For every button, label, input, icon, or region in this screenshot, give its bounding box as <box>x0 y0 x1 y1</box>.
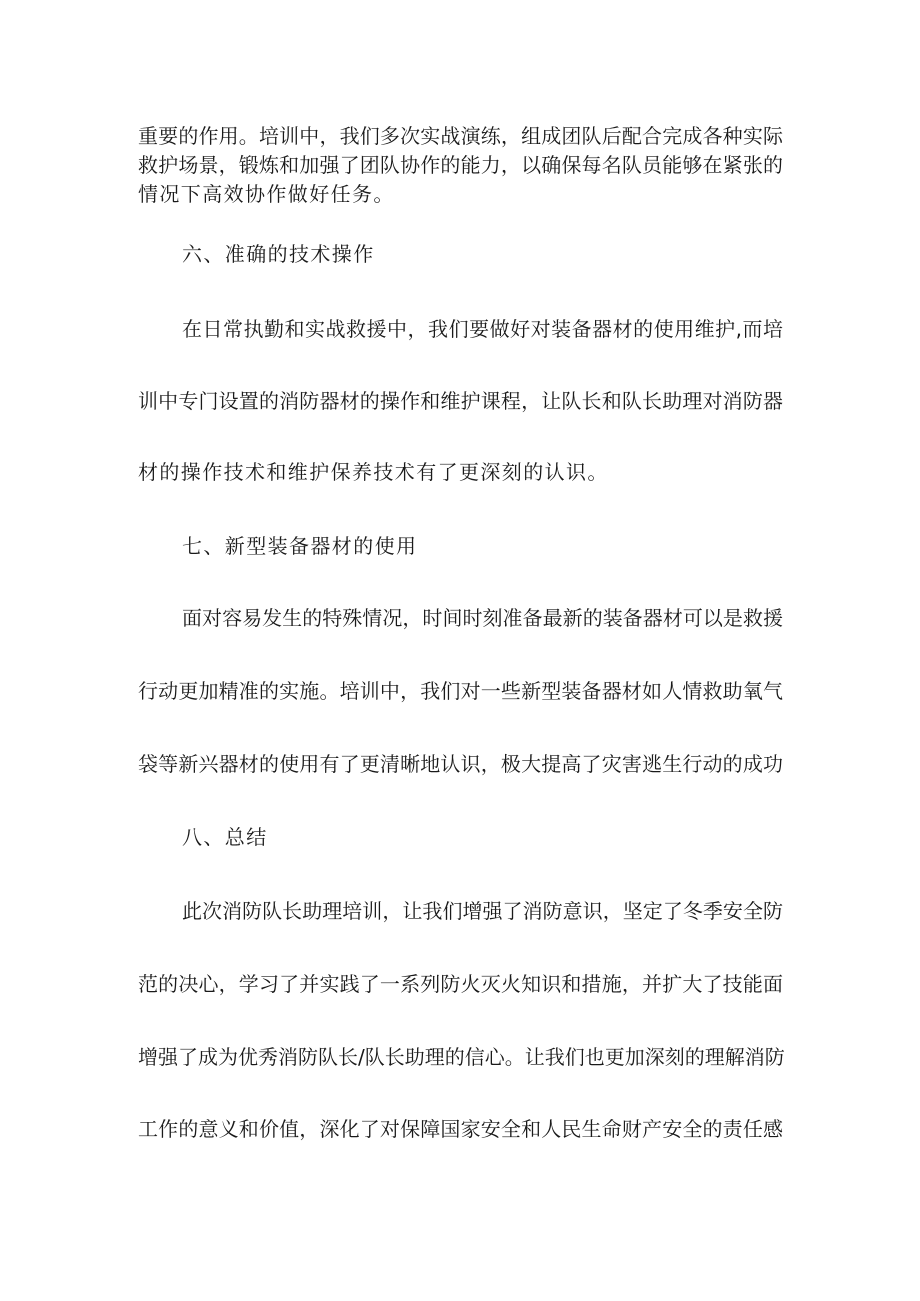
para3-line-2: 行动更加精准的实施。培训中，我们对一些新型装备器材如人情救助氧气 <box>138 679 783 703</box>
para4-line-3: 增强了成为优秀消防队长/队长助理的信心。让我们也更加深刻的理解消防 <box>138 1045 785 1069</box>
section-heading-8: 八、总结 <box>182 825 268 849</box>
para3-line-1: 面对容易发生的特殊情况，时间时刻准备最新的装备器材可以是救援 <box>182 606 783 630</box>
section-heading-6: 六、准确的技术操作 <box>182 242 375 266</box>
para2-line-3: 材的操作技术和维护保养技术有了更深刻的认识。 <box>138 460 609 484</box>
para3-line-3: 袋等新兴器材的使用有了更清晰地认识，极大提高了灾害逃生行动的成功 <box>138 752 783 776</box>
para1-line-3: 情况下高效协作做好任务。 <box>138 182 395 206</box>
para1-line-1: 重要的作用。培训中，我们多次实战演练，组成团队后配合完成各种实际 <box>138 124 783 148</box>
para1-line-2: 救护场景，锻炼和加强了团队协作的能力，以确保每名队员能够在紧张的 <box>138 153 783 177</box>
para4-line-1: 此次消防队长助理培训，让我们增强了消防意识，坚定了冬季安全防 <box>182 899 783 923</box>
para2-line-2: 训中专门设置的消防器材的操作和维护课程，让队长和队长助理对消防器 <box>138 389 783 413</box>
para4-line-2: 范的决心，学习了并实践了一系列防火灭火知识和措施，并扩大了技能面 <box>138 972 783 996</box>
para4-line-4: 工作的意义和价值，深化了对保障国家安全和人民生命财产安全的责任感 <box>138 1117 783 1141</box>
section-heading-7: 七、新型装备器材的使用 <box>182 534 418 558</box>
para2-line-1: 在日常执勤和实战救援中，我们要做好对装备器材的使用维护,而培 <box>182 317 783 341</box>
